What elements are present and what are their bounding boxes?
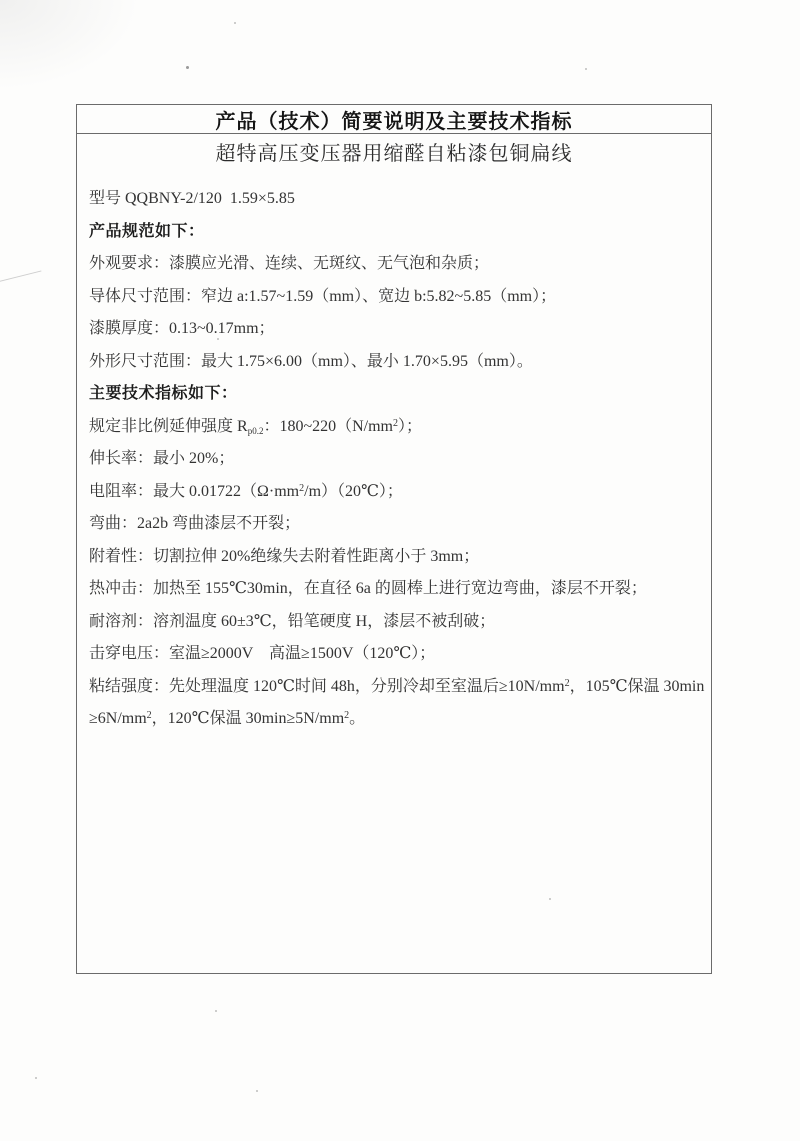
spec-line: 外形尺寸范围：最大 1.75×6.00（mm）、最小 1.70×5.95（mm）。 [89, 352, 533, 370]
spec-line: 规定非比例延伸强度 $R_{p0.2}$：$180\sim 220(N/mm^2)$； [89, 417, 423, 436]
scan-speck [585, 68, 587, 70]
scan-speck [186, 66, 189, 69]
spec-line: 伸长率：最小 20%； [89, 450, 235, 467]
spec-line: 弯曲：2a2b 弯曲漆层不开裂； [89, 515, 301, 532]
content-box [76, 104, 712, 974]
spec-line: 热冲击：加热至 155℃30min，在直径 6a 的圆棒上进行宽边弯曲，漆层不开裂； [89, 580, 647, 597]
spec-line: 粘结强度：先处理温度 120℃时间 48h，分别冷却至室温后$\ge 10N/mm^2$，105℃保温 $30\min \ge 6N/mm^2$，120℃保温 $30\min\ge 5N/mm^2$。 [89, 677, 709, 727]
section-heading: 主要技术指标如下： [89, 385, 238, 402]
spec-line: 电阻率：最大 $0.01722(\Omega\cdot mm^2/m)(20℃)$； [89, 482, 403, 500]
document-title: 产品（技术）简要说明及主要技术指标 [215, 110, 573, 133]
scan-speck [234, 22, 236, 24]
spec-line: 击穿电压：室温≥2000V 高温≥1500V（120℃）； [89, 645, 436, 662]
spec-line: 外观要求：漆膜应光滑、连续、无斑纹、无气泡和杂质； [89, 255, 490, 272]
spec-line: 漆膜厚度：0.13~0.17mm； [89, 320, 275, 337]
document-subtitle: 超特高压变压器用缩醛自粘漆包铜扁线 [215, 143, 573, 165]
section-heading: 产品规范如下： [89, 222, 205, 240]
spec-line: 导体尺寸范围：窄边 a:1.57~1.59（mm）、宽边 b:5.82~5.85（mm）； [89, 287, 557, 305]
scan-scratch [0, 270, 41, 282]
spec-line: 耐溶剂：溶剂温度 60±3℃，铅笔硬度 H，漆层不被刮破； [89, 612, 496, 630]
scan-speck [35, 1077, 37, 1079]
spec-lines [89, 183, 709, 736]
title-bar [77, 105, 711, 134]
scan-speck [256, 1090, 258, 1092]
spec-line: 型号 QQBNY-2/120 1.59×5.85 [89, 190, 295, 207]
scan-edge-shade [0, 0, 140, 90]
spec-line: 附着性：切割拉伸 20%绝缘失去附着性距离小于 3mm； [89, 547, 480, 565]
scan-speck [215, 1010, 217, 1012]
